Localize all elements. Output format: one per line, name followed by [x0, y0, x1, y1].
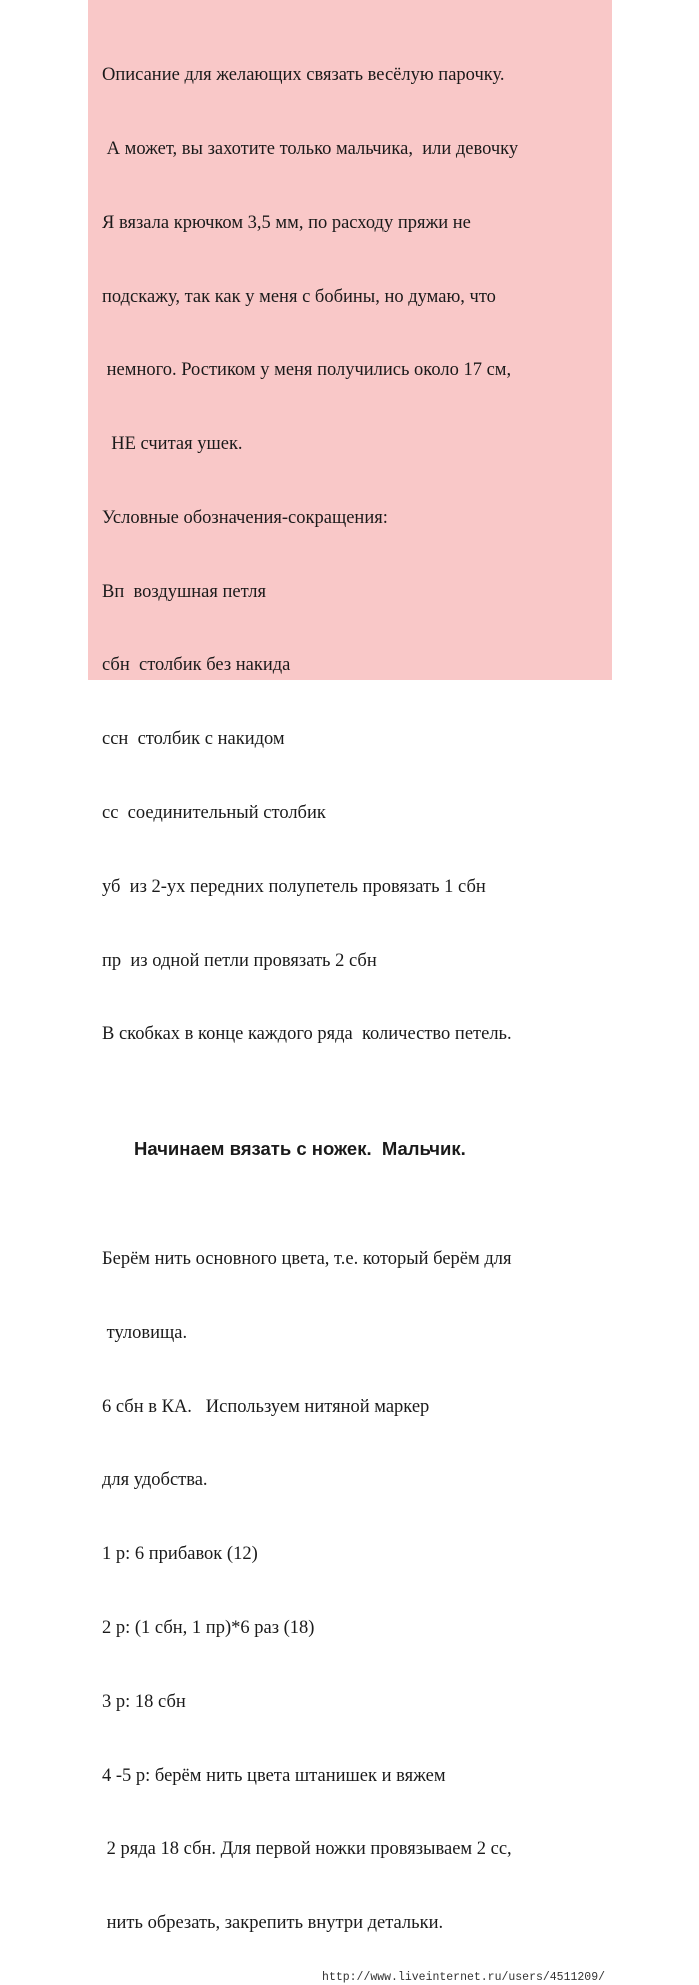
- intro-line: подскажу, так как у меня с бобины, но думаю, что: [102, 286, 496, 307]
- intro-line: А может, вы захотите только мальчика, или девочку: [102, 138, 519, 159]
- row-instruction: 1 р: 6 прибавок (12): [102, 1544, 258, 1565]
- row-instruction: 4 -5 р: берём нить цвета штанишек и вяжем: [102, 1765, 446, 1786]
- intro-line: Я вязала крючком 3,5 мм, по расходу пряжи не: [102, 212, 471, 233]
- document-page: [88, 0, 612, 1934]
- row-instruction: 2 ряда 18 сбн. Для первой ножки провязываем 2 сс,: [102, 1839, 512, 1860]
- legend-item: сс соединительный столбик: [102, 803, 326, 823]
- intro-line: В скобках в конце каждого ряда количество петель.: [102, 1024, 512, 1045]
- intro-line: НЕ считая ушек.: [102, 434, 243, 455]
- legend-item: ссн столбик с накидом: [102, 729, 285, 750]
- section-heading: Начинаем вязать с ножек. Мальчик.: [134, 1137, 466, 1159]
- intro-line: Описание для желающих связать весёлую парочку.: [102, 65, 505, 86]
- legend-item: Вп воздушная петля: [102, 581, 266, 602]
- row-instruction: 3 р: 18 сбн: [102, 1691, 186, 1712]
- body-line: для удобства.: [102, 1470, 208, 1491]
- legend-item: уб из 2-ух передних полупетель провязать 1 сбн: [102, 876, 486, 897]
- legend-title: Условные обозначения-сокращения:: [102, 507, 388, 528]
- watermark-url: http://www.liveinternet.ru/users/4511209/: [322, 1971, 605, 1984]
- intro-line: немного. Ростиком у меня получились около 17 см,: [102, 360, 512, 381]
- row-instruction: нить обрезать, закрепить внутри детальки.: [102, 1913, 444, 1934]
- document-text: [102, 14, 612, 1985]
- legend-item: сбн столбик без накида: [102, 655, 291, 676]
- body-line: Берём нить основного цвета, т.е. который берём для: [102, 1249, 512, 1270]
- body-line: 6 сбн в КА. Используем нитяной маркер: [102, 1396, 430, 1417]
- legend-item: пр из одной петли провязать 2 сбн: [102, 950, 377, 971]
- row-instruction: 2 р: (1 сбн, 1 пр)*6 раз (18): [102, 1618, 315, 1638]
- body-line: туловища.: [102, 1322, 188, 1343]
